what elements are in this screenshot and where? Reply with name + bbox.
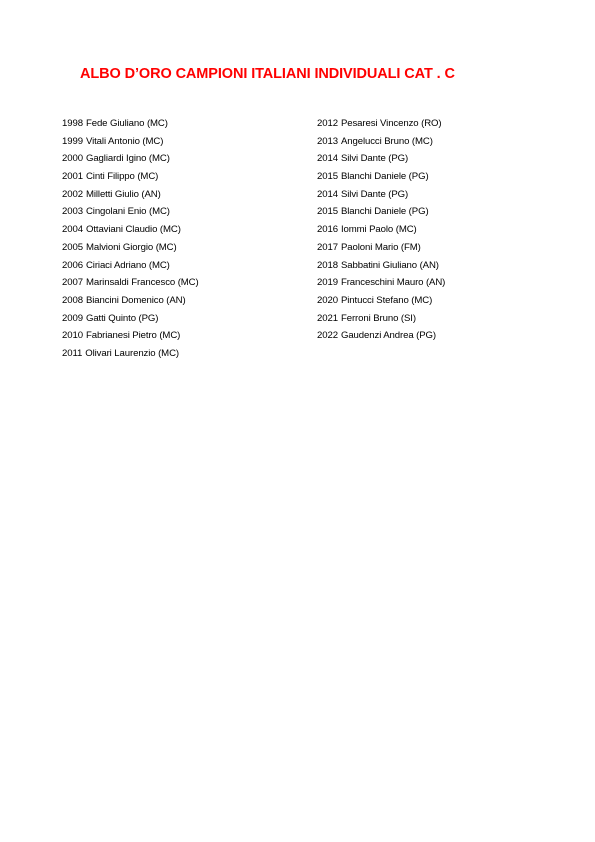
entry-year: 2005 [62, 241, 83, 253]
entry-year: 2020 [317, 294, 338, 306]
entry-year: 2015 [317, 206, 338, 218]
entry-name: Cinti Filippo (MC) [85, 171, 159, 183]
entry-name: Ciriaci Adriano (MC) [85, 259, 170, 271]
list-item [317, 188, 577, 206]
champions-list-right [317, 117, 577, 347]
list-item [317, 152, 577, 170]
entry-year: 2013 [317, 135, 338, 147]
list-item [62, 152, 322, 170]
list-item [317, 276, 577, 294]
list-item [62, 347, 322, 365]
entry-year: 2010 [62, 330, 83, 342]
entry-name: Ottaviani Claudio (MC) [85, 224, 181, 236]
list-item [62, 170, 322, 188]
entry-name: Malvioni Giorgio (MC) [85, 241, 177, 253]
entry-name: Blanchi Daniele (PG) [340, 206, 429, 218]
list-item [62, 276, 322, 294]
entry-year: 2016 [317, 224, 338, 236]
entry-year: 2014 [317, 153, 338, 165]
entry-year: 2001 [62, 171, 83, 183]
list-item [62, 223, 322, 241]
entry-year: 2019 [317, 277, 338, 289]
entry-year: 2012 [317, 118, 338, 129]
entry-name: Cingolani Enio (MC) [85, 206, 170, 218]
list-item [62, 135, 322, 153]
entry-year: 2018 [317, 259, 338, 271]
entry-year: 2006 [62, 259, 83, 271]
entry-year: 2014 [317, 188, 338, 200]
entry-name: Angelucci Bruno (MC) [340, 135, 433, 147]
entry-year: 2009 [62, 312, 83, 324]
entry-year: 2003 [62, 206, 83, 218]
list-item [317, 117, 577, 135]
entry-year: 2000 [62, 153, 83, 165]
entry-name: Marinsaldi Francesco (MC) [85, 277, 199, 289]
entry-name: Pesaresi Vincenzo (RO) [340, 118, 442, 129]
list-item [317, 329, 577, 347]
entry-name: Franceschini Mauro (AN) [340, 277, 446, 289]
list-item [62, 329, 322, 347]
list-item [62, 312, 322, 330]
entry-name: Vitali Antonio (MC) [85, 135, 164, 147]
entry-name: Fede Giuliano (MC) [85, 118, 168, 129]
list-item [317, 312, 577, 330]
entry-year: 2015 [317, 171, 338, 183]
list-item [317, 223, 577, 241]
entry-year: 1998 [62, 118, 83, 129]
entry-name: Gatti Quinto (PG) [85, 312, 159, 324]
entry-name: Olivari Laurenzio (MC) [85, 347, 179, 359]
entry-name: Paoloni Mario (FM) [340, 241, 421, 253]
entry-name: Fabrianesi Pietro (MC) [85, 330, 181, 342]
entry-year: 2022 [317, 330, 338, 342]
entry-year: 2008 [62, 294, 83, 306]
list-item [317, 294, 577, 312]
list-item [317, 259, 577, 277]
list-item [62, 188, 322, 206]
list-item [317, 135, 577, 153]
entry-year: 2004 [62, 224, 83, 236]
entry-name: Biancini Domenico (AN) [85, 294, 186, 306]
entry-name: Iommi Paolo (MC) [340, 224, 417, 236]
list-item [62, 117, 322, 135]
entry-year: 2021 [317, 312, 338, 324]
entry-name: Milletti Giulio (AN) [85, 188, 161, 200]
entry-name: Pintucci Stefano (MC) [340, 294, 433, 306]
entry-year: 2011 [62, 347, 83, 359]
list-item [62, 259, 322, 277]
list-item [62, 241, 322, 259]
entry-name: Ferroni Bruno (SI) [340, 312, 416, 324]
entry-year: 1999 [62, 135, 83, 147]
entry-year: 2002 [62, 188, 83, 200]
list-item [62, 294, 322, 312]
entry-name: Sabbatini Giuliano (AN) [340, 259, 439, 271]
list-item [317, 170, 577, 188]
entry-name: Silvi Dante (PG) [340, 153, 409, 165]
list-item [317, 205, 577, 223]
entry-name: Silvi Dante (PG) [340, 188, 409, 200]
entry-name: Blanchi Daniele (PG) [340, 171, 429, 183]
entry-year: 2017 [317, 241, 338, 253]
page-title: ALBO D’ORO CAMPIONI ITALIANI INDIVIDUALI CAT . C [80, 66, 455, 82]
list-item [62, 205, 322, 223]
entry-name: Gagliardi Igino (MC) [85, 153, 170, 165]
entry-year: 2007 [62, 277, 83, 289]
list-item [317, 241, 577, 259]
champions-list-left [62, 117, 322, 365]
entry-name: Gaudenzi Andrea (PG) [340, 330, 437, 342]
